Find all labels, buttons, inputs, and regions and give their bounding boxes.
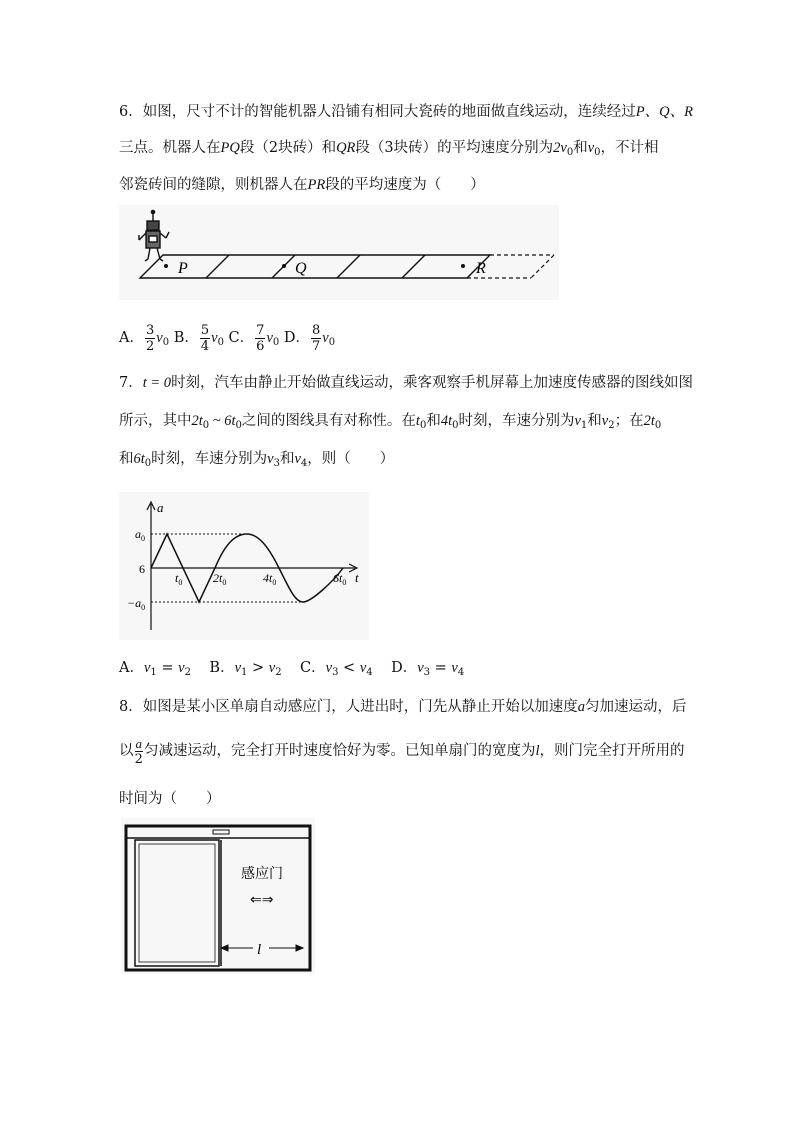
- q8-line-2: 以 $\frac{a}{2}$ 匀减速运动，完全打开时速度恰好为零。已知单扇门的宽度为l，则门完全打开所用的: [119, 735, 685, 767]
- q8-line-1: 8．如图是某小区单扇自动感应门，人进出时，门先从静止开始以加速度a匀加速运动，后: [119, 699, 687, 715]
- q6-option-b[interactable]: B． $\frac{5}{4}$ $v_0$: [173, 322, 224, 354]
- q6-line-2: 三点。机器人在PQ段（2块砖）和QR段（3块砖）的平均速度分别为$2v_0$和$v_0$，不计相: [119, 140, 659, 158]
- q7-acceleration-graph: [119, 492, 369, 640]
- tick-a0: $a_0$: [135, 527, 145, 543]
- q7-line-2: 所示，其中$2t_0$ ~ $6t_0$之间的图线具有对称性。在$t_0$和$4t_0$时刻，车速分别为$v_1$和$v_2$；在$2t_0$: [119, 413, 662, 431]
- tick-2t0: $2t_0$: [213, 571, 227, 587]
- double-arrow-icon: ⇐⇒: [250, 893, 274, 908]
- q6-options: [119, 321, 335, 355]
- q6-robot-tiles-figure: [119, 205, 559, 300]
- tick-6t0: $6t_0$: [333, 571, 347, 587]
- q6-option-d[interactable]: D． $\frac{8}{7}$ $v_0$: [283, 322, 336, 354]
- q6-option-a[interactable]: A． $\frac{3}{2}$ $v_0$: [119, 322, 170, 354]
- q6-points: P、Q、R: [635, 104, 693, 120]
- q7-options: [119, 657, 464, 684]
- q6-option-c[interactable]: C． $\frac{7}{6}$ $v_0$: [228, 322, 280, 354]
- q7-option-a[interactable]: A．$v_1 = v_2$: [119, 660, 191, 678]
- door-sign-label: 感应门: [241, 867, 283, 882]
- q6-line-3: 邻瓷砖间的缝隙，则机器人在PR段的平均速度为（ ）: [119, 177, 485, 193]
- x-axis-label: t: [355, 570, 359, 585]
- label-q: Q: [295, 260, 307, 277]
- q8-line-3: 时间为（ ）: [119, 791, 221, 807]
- point-q-marker: [282, 264, 286, 268]
- tick-neg-a0: $-a_0$: [127, 596, 146, 612]
- point-p-marker: [164, 264, 168, 268]
- tick-t0: $t_0$: [175, 571, 183, 587]
- q7-line-1: 7．t = 0时刻，汽车由静止开始做直线运动，乘客观察手机屏幕上加速度传感器的图线如图: [119, 375, 694, 391]
- q7-line-3: 和$6t_0$时刻，车速分别为$v_3$和$v_4$，则（ ）: [119, 451, 395, 469]
- label-p: P: [178, 260, 188, 277]
- q7-option-d[interactable]: D．$v_3 = v_4$: [391, 660, 465, 678]
- q7-option-b[interactable]: B．$v_1 > v_2$: [209, 660, 282, 678]
- label-r: R: [476, 260, 486, 277]
- y-axis-label: a: [157, 500, 164, 515]
- tick-4t0: $4t_0$: [263, 571, 277, 587]
- q8-sliding-door-figure: [121, 818, 315, 974]
- point-r-marker: [461, 264, 465, 268]
- q7-option-c[interactable]: C．$v_3 < v_4$: [300, 660, 373, 678]
- q6-line-1: 6．如图，尺寸不计的智能机器人沿铺有相同大瓷砖的地面做直线运动，连续经过P、Q、R: [119, 104, 693, 120]
- origin-label: 6: [139, 562, 145, 576]
- door-width-label: l: [257, 942, 262, 958]
